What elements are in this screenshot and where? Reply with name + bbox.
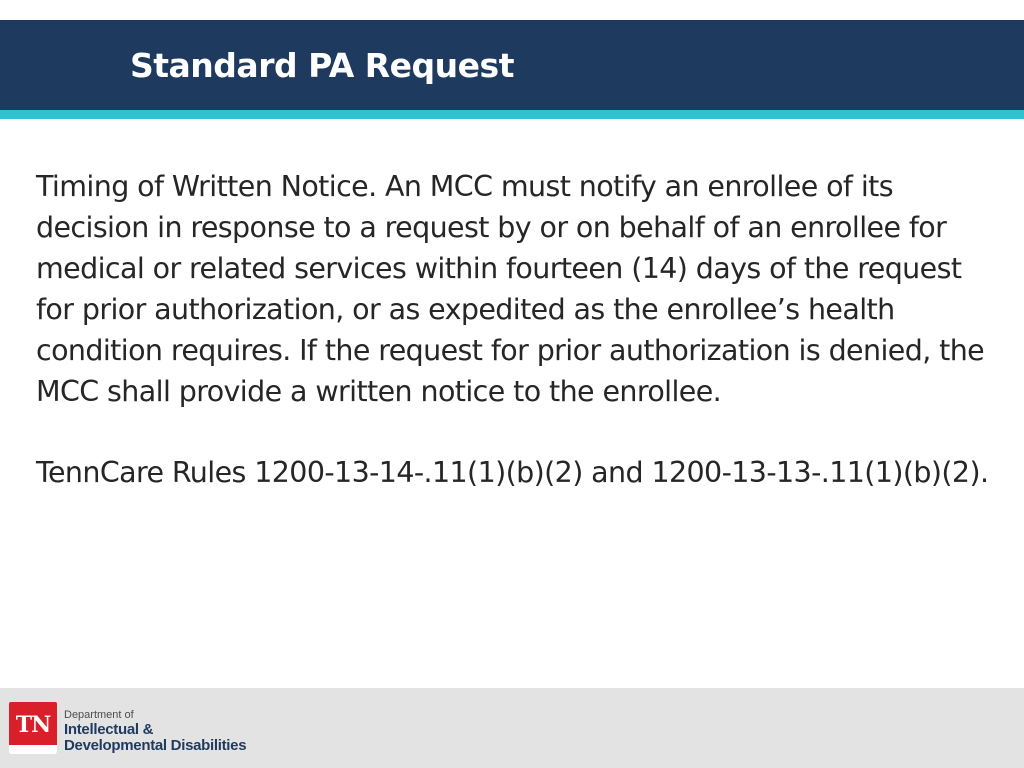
- department-name: [64, 709, 246, 754]
- body-paragraph-timing: Timing of Written Notice. An MCC must notify an enrollee of its decision in response to a request by or on behalf of an enrollee for medical or related services within fourteen (14) days of the request for prior authorization, or as expedited as the enrollee’s health condition requires. If the request for prior authorization is denied, the MCC shall provide a written notice to the enrollee.: [36, 170, 985, 408]
- slide-title: Standard PA Request: [130, 46, 514, 85]
- title-bar-accent-stripe: [0, 110, 1024, 119]
- department-name-line2: Intellectual &: [64, 721, 154, 738]
- tn-logo-band: [9, 745, 57, 754]
- tn-logo-text: TN: [15, 712, 51, 738]
- body-paragraph-rules: TennCare Rules 1200-13-14-.11(1)(b)(2) and 1200-13-13-.11(1)(b)(2).: [36, 456, 989, 489]
- department-name-line1: Department of: [64, 709, 134, 721]
- tn-logo-icon: [9, 702, 57, 754]
- slide-body: [36, 166, 996, 493]
- department-name-line3: Developmental Disabilities: [64, 737, 247, 754]
